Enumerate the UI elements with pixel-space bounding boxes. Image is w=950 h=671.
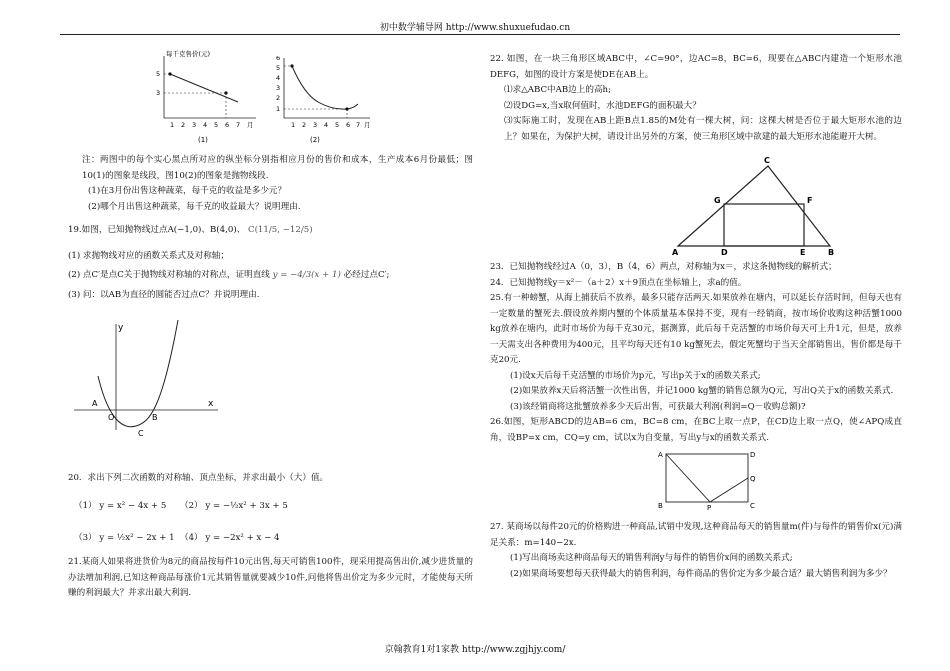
y-tick: 5 — [276, 64, 281, 72]
fig1-axes — [164, 56, 256, 118]
x-tick: 5 — [214, 121, 219, 129]
axis-y-label: y — [118, 323, 124, 333]
x-tick: 6 — [225, 121, 230, 129]
y-tick: 1 — [276, 105, 281, 113]
right-angle-path — [666, 454, 748, 502]
origin-label: O — [108, 413, 115, 422]
problem-19-q1: (1) 求抛物线对应的函数关系式及对称轴； — [68, 250, 229, 261]
problem-19 — [68, 223, 473, 303]
price-line — [170, 74, 238, 102]
vertex-f: F — [807, 196, 813, 205]
y-tick: 6 — [276, 56, 281, 62]
y-tick: 5 — [156, 70, 161, 78]
p20-formula-3: （3） y = ½x² − 2x + 1 — [74, 533, 175, 543]
line-equation: y = −4/3(x + 1) — [272, 270, 341, 280]
page-header: 初中数学辅导网 http://www.shuxuefudao.cn — [379, 23, 571, 33]
problem-25: 25.有一种螃蟹，从海上捕获后不放养，最多只能存活两天.如果放养在塘内，可以延长存活时间，但每天也有一定数量的蟹死去.假设放养期内蟹的个体质量基本保持不变，现有一经销商，按市场价收购这种活蟹1000 kg放养在塘内，此时市场价为每千克30元，据测算，此后每千克活蟹的市场价每天可上升1元，但是，放养一天需支出各种费用为400元，且平均每天还有10 kg蟹死去，假定死蟹均于当天全部销售出，售价都是每千克20元. — [490, 293, 902, 365]
x-tick: 2 — [181, 121, 186, 129]
cost-point — [290, 64, 293, 67]
x-tick: 4 — [324, 121, 329, 129]
problem-27-q2: (2)如果商场要想每天获得最大的销售利润，每件商品的售价定为多少最合适？最大销售利润为多少？ — [510, 568, 892, 579]
fig2-caption: (2) — [310, 136, 320, 144]
axis-x-label: x — [208, 399, 214, 409]
rect-a: A — [658, 451, 663, 459]
x-tick: 7 — [236, 121, 241, 129]
problem-22-q3: ⑶实际施工时，发现在AB上距B点1.85的M处有一棵大树，问：这棵大树是否位于最大矩形水池的边上？如果在，为保护大树，请设计出另外的方案，使三角形区域中欲建的最大矩形水池能避开大树。 — [504, 116, 902, 142]
cost-point — [345, 107, 348, 110]
y-tick: 3 — [276, 84, 281, 92]
problem-27 — [490, 520, 902, 582]
rect-q: Q — [750, 475, 756, 483]
price-point — [168, 72, 171, 75]
rect-p: P — [707, 504, 712, 512]
rect-d: D — [750, 451, 756, 459]
point-a-label: A — [92, 399, 98, 408]
point-c-label: C — [138, 429, 144, 438]
rect-b: B — [658, 502, 663, 510]
fig1-caption: (1) — [198, 136, 208, 144]
vertex-b: B — [828, 248, 835, 256]
problem-22 — [490, 52, 902, 145]
note-question-1: (1)在3月份出售这种蔬菜，每千克的收益是多少元？ — [88, 186, 287, 196]
parabola-curve — [98, 320, 178, 427]
problem-20: 20．求出下列二次函数的对称轴、顶点坐标，并求出最小（大）值。 — [68, 473, 329, 483]
problem-23: 23．已知抛物线经过A（0，3），B（4，6）两点，对称轴为x＝，求这条抛物线的解析式； — [490, 262, 837, 272]
x-unit: 月 — [364, 121, 371, 129]
figure-triangle — [670, 154, 850, 256]
problem-19-stem: 19.如图，已知抛物线过点A(−1,0)、B(4,0)、 — [68, 225, 246, 235]
p20-formula-4: （4） y = −2x² + x − 4 — [180, 533, 280, 543]
vertex-e: E — [800, 248, 806, 256]
problem-21: 21.某商人如果将进货价为8元的商品按每件10元出售,每天可销售100件，现采用提高售出价,减少进货量的办法增加利润,已知这种商品每涨价1元其销售量就要减少10件,问他将售出价定为多少元时，才能使每天所赚的利润最大？并求出最大利润. — [68, 557, 473, 598]
vertex-d: D — [721, 248, 728, 256]
y-tick: 4 — [276, 74, 281, 82]
point-b-label: B — [152, 413, 158, 422]
x-tick: 3 — [192, 121, 197, 129]
p20-formula-2: （2） y = −½x² + 3x + 5 — [180, 501, 288, 511]
rect-c: C — [750, 502, 755, 510]
x-tick: 1 — [170, 121, 175, 129]
vertex-c: C — [764, 156, 770, 165]
x-tick: 5 — [335, 121, 340, 129]
cost-curve — [292, 66, 358, 109]
vertex-a: A — [672, 248, 679, 256]
header-rule — [60, 34, 900, 35]
x-unit: 月 — [247, 121, 254, 129]
y-tick: 3 — [156, 89, 161, 97]
rectangle-defg — [724, 204, 804, 246]
problem-19-q2-a: (2) 点C′是点C关于抛物线对称轴的对称点，证明直线 — [68, 270, 270, 280]
problem-22-q1: ⑴求△ABC中AB边上的高h; — [504, 85, 611, 95]
point-c-coords: C(11/5, −12/5) — [248, 225, 313, 235]
problem-22-q2: ⑵设DG=x,当x取何值时，水池DEFG的面积最大？ — [504, 100, 701, 111]
problem-19-q3: (3) 问：以AB为直径的圆能否过点C？并说明理由. — [68, 289, 260, 300]
figure-cost-chart — [266, 56, 381, 150]
vertex-g: G — [714, 196, 721, 205]
rectangle-abcd — [666, 454, 748, 502]
problem-26: 26.如图，矩形ABCD的边AB=6 cm，BC=8 cm，在BC上取一点P，在CD边上取一点Q，使∠APQ成直角，设BP=x cm，CQ=y cm，试以x为自变量，写出y与x的函数关系式. — [490, 417, 902, 443]
figure-rectangle — [656, 448, 756, 512]
x-tick: 7 — [356, 121, 361, 129]
x-tick: 6 — [346, 121, 351, 129]
problems-23-26 — [490, 260, 902, 446]
note-block — [68, 153, 473, 215]
p20-formula-1: （1） y = x² − 4x + 5 — [74, 501, 167, 511]
figure-parabola — [70, 318, 230, 438]
problem-25-q2: (2)如果放养x天后将活蟹一次性出售，并记1000 kg蟹的销售总额为Q元，写出Q关于x的函数关系式. — [510, 386, 894, 396]
note-text: 注：两图中的每个实心黑点所对应的纵坐标分别指相应月份的售价和成本，生产成本6月份最低；图10(1)的图象是线段，图10(2)的图象是抛物线段. — [82, 155, 473, 181]
problem-22-stem: 22. 如图，在一块三角形区域ABC中，∠C=90°，边AC=8，BC=6，现要在△ABC内建造一个矩形水池DEFG，如图的设计方案是使DE在AB上。 — [490, 54, 902, 80]
figure-price-chart — [146, 50, 266, 150]
x-tick: 4 — [203, 121, 208, 129]
page-footer: 京翰教育1对1家教 http://www.zgjhjy.com/ — [384, 645, 566, 655]
problem-27-q1: (1)写出商场卖这种商品每天的销售利润y与每件的销售价x间的函数关系式; — [510, 553, 793, 563]
note-question-2: (2)哪个月出售这种蔬菜，每千克的收益最大？说明理由. — [88, 201, 301, 212]
problem-25-q3: (3)该经销商将这批蟹放养多少天后出售，可获最大利润(利润=Q－收购总额)? — [510, 401, 806, 412]
problem-27-stem: 27. 某商场以每件20元的价格购进一种商品,试销中发现,这种商品每天的销售量m(件)与每件的销售价x(元)满足关系：m=140−2x. — [490, 522, 902, 548]
price-point — [224, 91, 227, 94]
problem-25-q1: (1)设x天后每千克活蟹的市场价为p元，写出p关于x的函数关系式; — [510, 370, 761, 381]
problem-19-q2-b: 必经过点C′; — [343, 270, 390, 280]
triangle-abc — [678, 166, 830, 246]
y-tick: 2 — [276, 94, 281, 102]
x-tick: 2 — [302, 121, 307, 129]
fig1-ylabel: 每千克售价(元) — [166, 50, 211, 58]
problem-24: 24．已知抛物线y＝x²－（a＋2）x＋9顶点在坐标轴上，求a的值。 — [490, 277, 747, 288]
x-tick: 3 — [313, 121, 318, 129]
x-tick: 1 — [291, 121, 296, 129]
